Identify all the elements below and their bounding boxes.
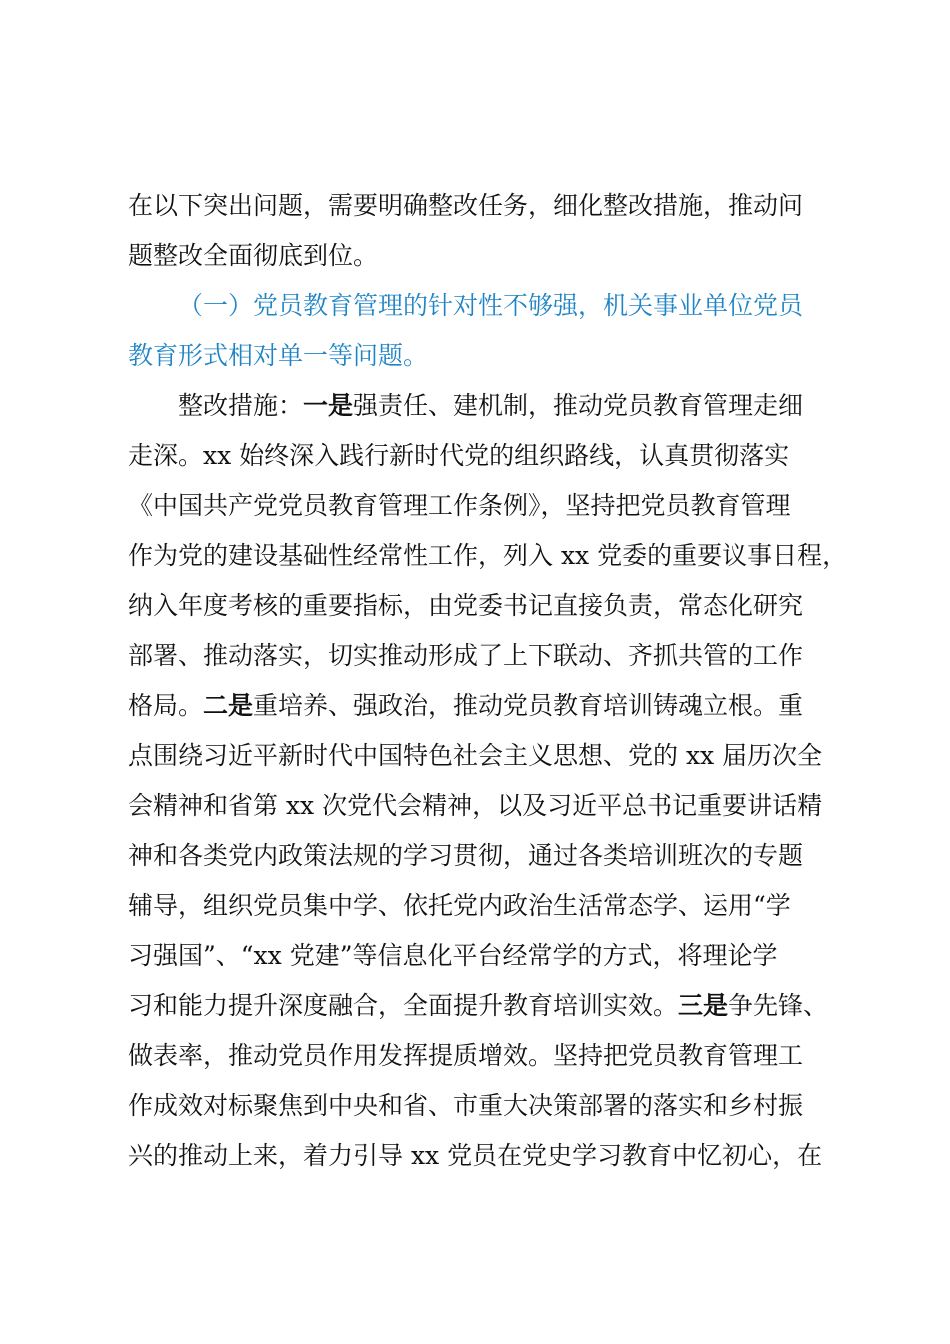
section-heading-line-1: （一）党员教育管理的针对性不够强，机关事业单位党员 — [178, 291, 804, 320]
para2-line-5: 纳入年度考核的重要指标，由党委书记直接负责，常态化研究 — [128, 591, 804, 620]
line7-prefix: 格局。 — [128, 691, 204, 720]
para2-line-13 — [128, 989, 828, 1023]
para1-line-1: 在以下突出问题，需要明确整改任务，细化整改措施，推动问 — [128, 191, 804, 220]
point-one-text: 强责任、建机制，推动党员教育管理走细 — [353, 391, 804, 420]
point-two-label: 二是 — [203, 691, 254, 720]
measures-label: 整改措施： — [178, 391, 304, 420]
para1-line-2: 题整改全面彻底到位。 — [128, 241, 379, 270]
para2-line-16: 兴的推动上来，着力引导 xx 党员在党史学习教育中忆初心，在 — [128, 1141, 823, 1170]
para2-line-3: 《中国共产党党员教育管理工作条例》，坚持把党员教育管理 — [128, 491, 791, 520]
para2-line-14: 做表率，推动党员作用发挥提质增效。坚持把党员教育管理工 — [128, 1041, 804, 1070]
para2-line-12: 习强国”、“xx 党建”等信息化平台经常学的方式，将理论学 — [128, 941, 778, 970]
point-three-label: 三是 — [678, 991, 729, 1020]
para2-line-15: 作成效对标聚焦到中央和省、市重大决策部署的落实和乡村振 — [128, 1091, 804, 1120]
para2-line-8: 点围绕习近平新时代中国特色社会主义思想、党的 xx 届历次全 — [128, 741, 823, 770]
para2-line-2: 走深。xx 始终深入践行新时代党的组织路线，认真贯彻落实 — [128, 441, 790, 470]
point-three-text: 争先锋、 — [728, 991, 829, 1020]
line13-prefix: 习和能力提升深度融合，全面提升教育培训实效。 — [128, 991, 679, 1020]
para2-line-1 — [178, 389, 803, 423]
para2-line-4: 作为党的建设基础性经常性工作，列入 xx 党委的重要议事日程， — [128, 541, 848, 570]
point-one-label: 一是 — [303, 391, 354, 420]
point-two-text: 重培养、强政治，推动党员教育培训铸魂立根。重 — [253, 691, 804, 720]
para2-line-10: 神和各类党内政策法规的学习贯彻，通过各类培训班次的专题 — [128, 841, 804, 870]
para2-line-9: 会精神和省第 xx 次党代会精神，以及习近平总书记重要讲话精 — [128, 791, 823, 820]
section-heading-line-2: 教育形式相对单一等问题。 — [128, 341, 429, 370]
para2-line-7 — [128, 689, 803, 723]
para2-line-6: 部署、推动落实，切实推动形成了上下联动、齐抓共管的工作 — [128, 641, 804, 670]
para2-line-11: 辅导，组织党员集中学、依托党内政治生活常态学、运用“学 — [128, 891, 791, 920]
